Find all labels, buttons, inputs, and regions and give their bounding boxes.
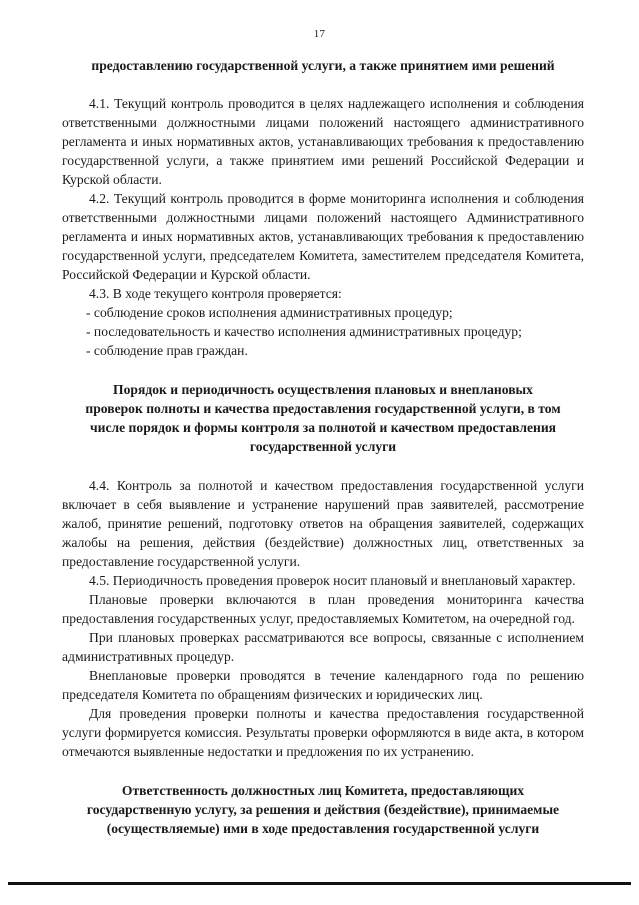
- page-number: 17: [313, 28, 326, 40]
- paragraph-planned-questions: При плановых проверках рассматриваются все вопросы, связанные с исполнением административных процедур.: [62, 630, 584, 664]
- paragraph-4-3: 4.3. В ходе текущего контроля проверяется:: [89, 286, 342, 301]
- paragraph-unplanned: Внеплановые проверки проводятся в течение календарного года по решению председателя Комитета по обращениям физических и юридических лиц.: [62, 668, 584, 702]
- heading-line: (осуществляемые) ими в ходе предоставления государственной услуги: [106, 821, 540, 836]
- paragraph-4-1: 4.1. Текущий контроль проводится в целях надлежащего исполнения и соблюдения ответственными должностными лицами положений настоящего административного регламента и иных нормативных актов, устанавливающих требования к предоставлению государственной услуги, а также принятием ими решений Российской Федерации и Курской области.: [62, 96, 584, 187]
- heading-line: проверок полноты и качества предоставления государственной услуги, в том: [85, 401, 561, 416]
- section-current-control: [62, 94, 584, 360]
- paragraph-planned: Плановые проверки включаются в план проведения мониторинга качества предоставления государственных услуг, предоставляемых Комитетом, на очередной год.: [62, 592, 584, 626]
- intro-heading: предоставлению государственной услуги, а также принятием ими решений: [91, 58, 555, 73]
- section-heading: [56, 380, 590, 456]
- paragraph-4-5: 4.5. Периодичность проведения проверок носит плановый и внеплановый характер.: [89, 573, 576, 588]
- list-item: - соблюдение сроков исполнения административных процедур;: [86, 305, 453, 320]
- document-body: [62, 57, 584, 838]
- bottom-scan-rule: [8, 882, 631, 885]
- heading-line: Порядок и периодичность осуществления плановых и внеплановых: [113, 382, 533, 397]
- list-item: - соблюдение прав граждан.: [86, 343, 248, 358]
- paragraph-commission: Для проведения проверки полноты и качества предоставления государственной услуги формируется комиссия. Результаты проверки оформляются в виде акта, в котором отмечаются выявленные недостатки и предложения по их устранению.: [62, 706, 584, 759]
- heading-line: государственной услуги: [249, 439, 397, 454]
- paragraph-4-2: 4.2. Текущий контроль проводится в форме мониторинга исполнения и соблюдения ответственными должностными лицами положений настоящего Административного регламента и иных нормативных актов, устанавливающих требования к предоставлению государственной услуги, председателем Комитета, заместителем председателя Комитета, Российской Федерации и Курской области.: [62, 191, 584, 282]
- list-item: - последовательность и качество исполнения административных процедур;: [86, 324, 522, 339]
- heading-line: Ответственность должностных лиц Комитета, предоставляющих: [121, 783, 525, 798]
- section-responsibility: [54, 781, 592, 838]
- section-inspections: [62, 380, 584, 761]
- paragraph-4-4: 4.4. Контроль за полнотой и качеством предоставления государственной услуги включает в себя выявление и устранение нарушений прав заявителей, рассмотрение жалоб, принятие решений, подготовку ответов на обращения заявителей, содержащих жалобы на решения, действия (бездействие) должностных лиц, ответственных за предоставление государственной услуги.: [62, 478, 584, 569]
- heading-line: числе порядок и формы контроля за полнотой и качеством предоставления: [89, 420, 557, 435]
- heading-line: государственную услугу, за решения и действия (бездействие), принимаемые: [86, 802, 560, 817]
